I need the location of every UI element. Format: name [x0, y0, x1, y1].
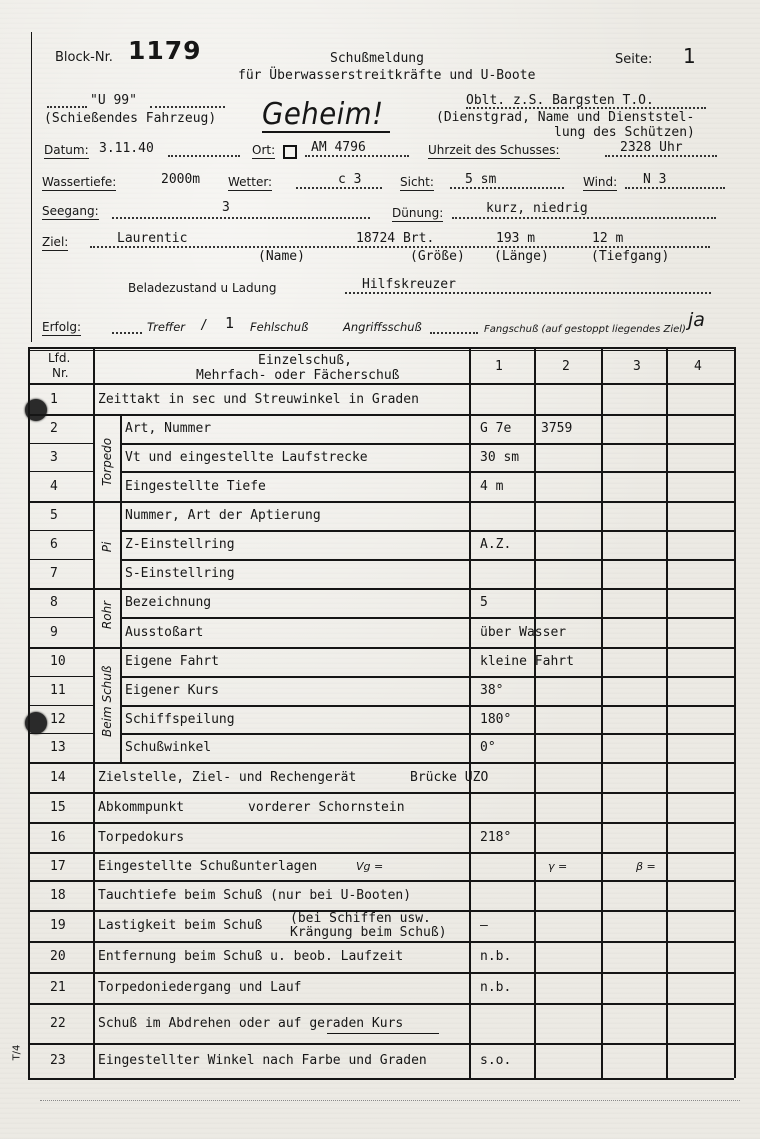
row-number: 2 [50, 421, 58, 436]
col-1-header: 1 [495, 359, 503, 374]
group-torpedo: Torpedo [100, 437, 114, 487]
row-value-col1: 0° [480, 740, 496, 755]
row-number: 19 [50, 918, 66, 933]
row-number: 11 [50, 683, 66, 698]
row-label: Zielstelle, Ziel- und Rechengerät [98, 770, 357, 785]
shooter-person: Oblt. z.S. Bargsten T.O. [466, 93, 654, 108]
row-number: 12 [50, 712, 66, 727]
grid-hline [28, 1078, 734, 1080]
grid-vline [28, 347, 30, 1078]
grid-hline [28, 617, 93, 618]
row-label: S-Einstellring [125, 566, 235, 581]
col-4-header: 4 [694, 359, 702, 374]
row-label: Abkommpunkt [98, 800, 185, 815]
vessel-dots-right [150, 106, 225, 108]
swell-label: Dünung: [392, 206, 444, 220]
location-checkbox[interactable] [283, 145, 297, 159]
location-dots [305, 155, 409, 157]
grid-hline [28, 1003, 734, 1005]
row-label: Zeittakt in sec und Streuwinkel in Graden [98, 392, 419, 407]
page-label: Seite: [615, 52, 653, 67]
row-label: Schuß im Abdrehen oder auf geraden Kurs [98, 1016, 404, 1031]
location-value: AM 4796 [311, 140, 366, 155]
col-2-header: 2 [562, 359, 570, 374]
row-number: 13 [50, 740, 66, 755]
grid-hline [28, 705, 93, 706]
grid-hline [28, 852, 734, 854]
secret-stamp: Geheim! [262, 97, 384, 132]
target-label: Ziel: [42, 235, 69, 249]
form-title: Schußmeldung [330, 51, 424, 66]
grid-vline [601, 347, 603, 1078]
grid-hline [28, 880, 734, 882]
row-number: 23 [50, 1053, 66, 1068]
row-number: 14 [50, 770, 66, 785]
grid-hline [120, 443, 734, 445]
row-value-col1: 5 [480, 595, 488, 610]
row-label: Tauchtiefe beim Schuß (nur bei U-Booten) [98, 888, 412, 903]
date-value: 3.11.40 [99, 141, 154, 156]
row-number: 17 [50, 859, 66, 874]
weather-value: c 3 [338, 172, 362, 187]
vessel-dots-left [47, 106, 87, 108]
row-label-note-1: (bei Schiffen usw. [290, 911, 431, 926]
col-desc-header-2: Mehrfach- oder Fächerschuß [196, 368, 400, 383]
row-value-col1: n.b. [480, 949, 512, 964]
row-value-col1: Vg = [356, 860, 384, 873]
row-22-underline [327, 1033, 439, 1034]
grid-hline [120, 530, 734, 532]
target-draft: 12 m [592, 231, 624, 246]
row-label: Lastigkeit beim Schuß [98, 918, 263, 933]
row-value-col1: A.Z. [480, 537, 512, 552]
grid-hline [28, 530, 93, 531]
swell-dots [452, 217, 716, 219]
grid-hline [28, 350, 734, 351]
col-no-header-2: Nr. [52, 366, 69, 380]
row-number: 4 [50, 479, 58, 494]
caption-length: (Länge) [494, 249, 549, 264]
swell-value: kurz, niedrig [486, 201, 588, 216]
row-number: 16 [50, 830, 66, 845]
grid-hline [120, 733, 734, 735]
grid-hline [28, 1043, 734, 1045]
caption-draft: (Tiefgang) [591, 249, 670, 264]
row-number: 9 [50, 625, 58, 640]
row-value-col1: vorderer Schornstein [248, 800, 405, 815]
wind-dots [625, 187, 725, 189]
row-number: 7 [50, 566, 58, 581]
group-pi: Pi [100, 541, 114, 553]
row-number: 3 [50, 450, 58, 465]
row-value-col1: 180° [480, 712, 512, 727]
grid-hline [28, 647, 734, 649]
grid-vline [666, 347, 668, 1078]
margin-line [31, 32, 32, 342]
depth-label: Wassertiefe: [42, 175, 117, 189]
row-number: 5 [50, 508, 58, 523]
success-dots-1 [112, 332, 142, 334]
grid-vline [734, 347, 736, 1078]
miss-label: Fehlschuß [250, 320, 309, 334]
row-value-col2: 3759 [541, 421, 573, 436]
target-length: 193 m [496, 231, 536, 246]
target-name: Laurentic [117, 231, 188, 246]
sea-value: 3 [222, 200, 230, 215]
grid-hline [120, 559, 734, 561]
success-label: Erfolg: [42, 320, 82, 334]
grid-hline [28, 559, 93, 560]
time-dots [605, 155, 717, 157]
visibility-label: Sicht: [400, 175, 434, 189]
group-rohr: Rohr [100, 600, 114, 630]
block-number: 1179 [128, 36, 202, 65]
grid-vline [93, 347, 95, 1078]
shooter-vessel: "U 99" [90, 93, 137, 108]
margin-note: T/4 [11, 1044, 23, 1061]
visibility-dots [450, 187, 564, 189]
row-value-col1: s.o. [480, 1053, 512, 1068]
row-label: Eingestellte Tiefe [125, 479, 266, 494]
grid-hline [28, 383, 734, 385]
grid-hline [28, 762, 734, 764]
row-value-col1: n.b. [480, 980, 512, 995]
shooter-caption-2: lung des Schützen) [554, 125, 695, 140]
row-number: 6 [50, 537, 58, 552]
loading-value: Hilfskreuzer [362, 277, 456, 292]
row-label: Torpedokurs [98, 830, 185, 845]
wind-value: N 3 [643, 172, 667, 187]
grid-hline [28, 822, 734, 824]
weather-dots-line [296, 187, 382, 189]
weather-label: Wetter: [228, 175, 273, 189]
grid-hline [28, 471, 93, 472]
success-dots-2 [430, 332, 478, 334]
grid-hline [28, 443, 93, 444]
grid-hline [28, 972, 734, 974]
grid-hline [28, 588, 734, 590]
grid-hline [28, 347, 734, 349]
row-label: Schußwinkel [125, 740, 212, 755]
location-label: Ort: [252, 143, 276, 157]
row-label: Eigene Fahrt [125, 654, 219, 669]
shooter-vessel-caption: (Schießendes Fahrzeug) [44, 111, 217, 126]
time-label: Uhrzeit des Schusses: [428, 143, 560, 157]
attack-label: Angriffsschuß [343, 320, 422, 334]
row-number: 20 [50, 949, 66, 964]
grid-vline [534, 347, 536, 1078]
grid-hline [28, 733, 93, 734]
depth-value: 2000m [161, 172, 201, 187]
row-value-col1: G 7e [480, 421, 512, 436]
row-value-col1: — [480, 918, 488, 933]
row-value-col1: 30 sm [480, 450, 520, 465]
row-label: Art, Nummer [125, 421, 212, 436]
row-value-col1: kleine Fahrt [480, 654, 574, 669]
row-number: 1 [50, 392, 58, 407]
grid-hline [28, 941, 734, 943]
row-label: Schiffspeilung [125, 712, 235, 727]
grid-vline [469, 347, 471, 1078]
grid-hline [120, 676, 734, 678]
row-number: 8 [50, 595, 58, 610]
row-number: 22 [50, 1016, 66, 1031]
block-label: Block-Nr. [55, 50, 113, 65]
grid-hline [28, 414, 734, 416]
row-label: Z-Einstellring [125, 537, 235, 552]
grid-hline [120, 471, 734, 473]
grid-hline [120, 705, 734, 707]
col-no-header-1: Lfd. [48, 351, 71, 365]
row-label: Nummer, Art der Aptierung [125, 508, 321, 523]
row-value-col3: β = [636, 860, 656, 873]
row-value-col1: 218° [480, 830, 512, 845]
row-label: Eingestellte Schußunterlagen [98, 859, 318, 874]
row-label-note-2: Krängung beim Schuß) [290, 925, 447, 940]
row-number: 10 [50, 654, 66, 669]
row-label: Bezeichnung [125, 595, 212, 610]
row-value-col1: über Wasser [480, 625, 567, 640]
catch-value: ja [688, 309, 705, 331]
loading-dots [345, 292, 711, 294]
col-desc-header-1: Einzelschuß, [258, 353, 352, 368]
hit-label: Treffer [147, 320, 186, 334]
grid-hline [28, 792, 734, 794]
grid-hline [28, 501, 734, 503]
row-label: Vt und eingestellte Laufstrecke [125, 450, 368, 465]
sea-label: Seegang: [42, 204, 99, 218]
grid-hline [120, 617, 734, 619]
row-number: 15 [50, 800, 66, 815]
wind-label: Wind: [583, 175, 618, 189]
catch-label: Fangschuß (auf gestoppt liegendes Ziel) [484, 324, 686, 335]
row-label: Eingestellter Winkel nach Farbe und Graden [98, 1053, 427, 1068]
hit-slash: / [200, 318, 208, 333]
target-dots [90, 246, 710, 248]
row-number: 18 [50, 888, 66, 903]
date-dots [168, 155, 240, 157]
person-dots [466, 107, 706, 109]
date-label: Datum: [44, 143, 89, 157]
group-beim-schuss: Beim Schuß [100, 665, 114, 737]
row-value-col1: Brücke UZO [410, 770, 489, 785]
bottom-dotted-rule [40, 1100, 740, 1101]
col-3-header: 3 [633, 359, 641, 374]
shooter-caption-1: (Dienstgrad, Name und Dienststel- [436, 110, 695, 125]
time-value: 2328 Uhr [620, 140, 683, 155]
loading-label: Beladezustand u Ladung [128, 281, 277, 295]
caption-name: (Name) [258, 249, 305, 264]
row-number: 21 [50, 980, 66, 995]
visibility-value: 5 sm [465, 172, 497, 187]
caption-size: (Größe) [410, 249, 465, 264]
target-size: 18724 Brt. [356, 231, 435, 246]
form-subtitle: für Überwasserstreitkräfte und U-Boote [238, 68, 536, 83]
page-number: 1 [683, 44, 696, 68]
grid-hline [28, 676, 93, 677]
row-label: Entfernung beim Schuß u. beob. Laufzeit [98, 949, 404, 964]
sea-dots [112, 217, 370, 219]
row-label: Eigener Kurs [125, 683, 219, 698]
stamp-underline [262, 131, 390, 133]
row-value-col1: 4 m [480, 479, 504, 494]
row-label: Ausstoßart [125, 625, 204, 640]
row-value-col2: γ = [548, 860, 568, 873]
row-label: Torpedoniedergang und Lauf [98, 980, 302, 995]
row-value-col1: 38° [480, 683, 504, 698]
hit-value: 1 [225, 314, 235, 332]
grid-vline [120, 414, 122, 762]
